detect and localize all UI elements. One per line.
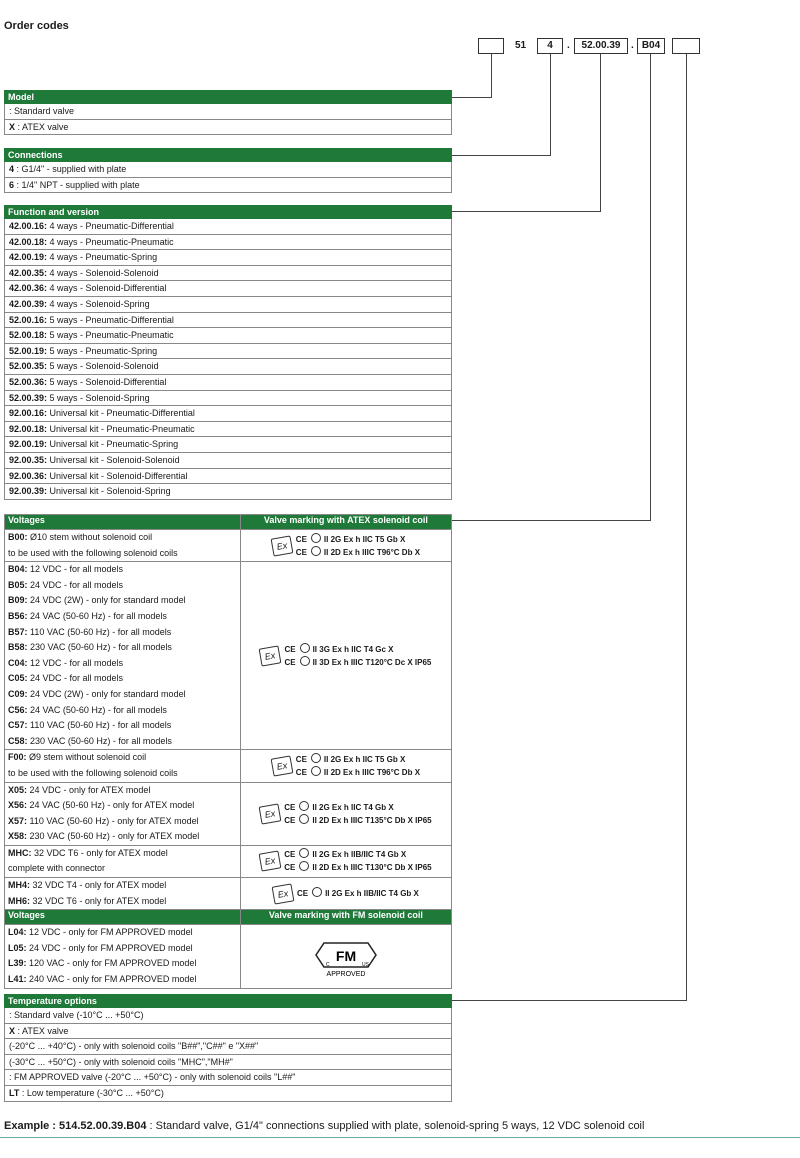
ex-hexagon-icon: Ex <box>259 851 282 872</box>
ex-hexagon-icon: Ex <box>270 755 293 776</box>
code-fixed-prefix: 51 <box>515 40 527 51</box>
ce-mark-icon: CE <box>284 863 296 873</box>
voltage-group <box>5 530 452 562</box>
temperature-section <box>4 994 452 1102</box>
function-row: 42.00.18: 4 ways - Pneumatic-Pneumatic <box>4 235 452 251</box>
ce-mark-icon: CE <box>284 644 296 654</box>
voltage-row: C57: 110 VAC (50-60 Hz) - for all models <box>8 720 172 731</box>
atex-marking: Ex CE II 2G Ex h IIC T5 Gb X CE II 2D Ex h IIIC T96°C Db X <box>244 753 448 779</box>
footer-divider <box>0 1137 800 1138</box>
order-code-row <box>0 38 800 54</box>
voltage-row: C58: 230 VAC (50-60 Hz) - for all models <box>8 735 172 746</box>
ex-circle-icon <box>300 656 310 666</box>
atex-marking-header: Valve marking with ATEX solenoid coil <box>240 515 451 530</box>
ce-mark-icon: CE <box>295 547 307 557</box>
code-box-temperature <box>672 38 700 54</box>
voltage-group <box>5 782 452 845</box>
temperature-row: LT : Low temperature (-30°C ... +50°C) <box>4 1086 452 1102</box>
atex-marking: Ex CE II 2G Ex h IIC T4 Gb X CE II 2D Ex h IIIC T135°C Db X IP65 <box>244 801 448 827</box>
voltages-header: Voltages <box>5 515 241 530</box>
voltage-row: MHC: 32 VDC T6 - only for ATEX model <box>8 847 168 858</box>
voltage-row: B04: 12 VDC - for all models <box>8 564 124 575</box>
voltage-row: L04: 12 VDC - only for FM APPROVED model <box>8 927 193 938</box>
ex-circle-icon <box>299 848 309 858</box>
function-row: 42.00.36: 4 ways - Solenoid-Differential <box>4 281 452 297</box>
voltage-row: MH4: 32 VDC T4 - only for ATEX model <box>8 880 167 891</box>
model-row: X : ATEX valve <box>4 120 452 136</box>
model-section <box>4 90 452 135</box>
connector-line <box>491 54 492 97</box>
voltage-row: to be used with the following solenoid coils <box>8 547 178 558</box>
temperature-row: X : ATEX valve <box>4 1024 452 1040</box>
voltage-row: B09: 24 VDC (2W) - only for standard model <box>8 595 186 606</box>
voltage-row: C56: 24 VAC (50-60 Hz) - for all models <box>8 704 167 715</box>
example-line <box>4 1120 644 1132</box>
ex-circle-icon <box>311 753 321 763</box>
voltage-row: B56: 24 VAC (50-60 Hz) - for all models <box>8 610 167 621</box>
voltage-row: L41: 240 VAC - only for FM APPROVED model <box>8 974 197 985</box>
voltage-row: L39: 120 VAC - only for FM APPROVED model <box>8 958 197 969</box>
ce-mark-icon: CE <box>296 889 309 899</box>
ex-hexagon-icon: Ex <box>270 535 293 556</box>
fm-marking-header: Valve marking with FM solenoid coil <box>240 910 451 925</box>
voltage-row: X58: 230 VAC (50-60 Hz) - only for ATEX model <box>8 831 200 842</box>
voltage-row: F00: Ø9 stem without solenoid coil <box>8 752 147 763</box>
connector-line <box>452 97 492 98</box>
voltages-table <box>4 514 452 989</box>
function-section <box>4 205 452 500</box>
function-row: 92.00.36: Universal kit - Solenoid-Differential <box>4 469 452 485</box>
svg-text:US: US <box>361 962 369 969</box>
fm-voltages-header: Voltages <box>5 910 241 925</box>
function-row: 92.00.16: Universal kit - Pneumatic-Differential <box>4 406 452 422</box>
function-row: 52.00.18: 5 ways - Pneumatic-Pneumatic <box>4 328 452 344</box>
voltage-group <box>5 878 452 910</box>
voltage-row: MH6: 32 VDC T6 - only for ATEX model <box>8 895 167 906</box>
ex-circle-icon <box>299 861 309 871</box>
svg-text:APPROVED: APPROVED <box>326 971 366 979</box>
ex-circle-icon <box>300 643 310 653</box>
function-row: 92.00.39: Universal kit - Solenoid-Spring <box>4 484 452 500</box>
voltage-row: X56: 24 VAC (50-60 Hz) - only for ATEX model <box>8 800 195 811</box>
fm-voltage-list <box>5 925 241 988</box>
temperature-header: Temperature options <box>4 994 452 1008</box>
voltage-row: X57: 110 VAC (50-60 Hz) - only for ATEX model <box>8 815 199 826</box>
voltage-list <box>5 530 241 562</box>
atex-marking: Ex CE II 2G Ex h IIB/IIC T4 Gb X <box>244 885 448 903</box>
ex-hexagon-icon: Ex <box>259 645 282 666</box>
svg-text:C: C <box>325 962 330 969</box>
ex-circle-icon <box>312 887 322 897</box>
example-text: : Standard valve, G1/4" connections supplied with plate, solenoid-spring 5 ways, 12 VDC solenoid coil <box>146 1120 645 1132</box>
atex-marking: Ex CE II 2G Ex h IIB/IIC T4 Gb X CE II 2D Ex h IIIC T130°C Db X IP65 <box>244 848 448 874</box>
function-header: Function and version <box>4 205 452 219</box>
connector-line <box>452 520 651 521</box>
voltage-list <box>5 845 241 877</box>
function-row: 92.00.18: Universal kit - Pneumatic-Pneumatic <box>4 422 452 438</box>
voltage-row: to be used with the following solenoid coils <box>8 767 178 778</box>
voltage-row: B00: Ø10 stem without solenoid coil <box>8 532 153 542</box>
code-separator: . <box>567 40 570 51</box>
page-title: Order codes <box>4 20 69 32</box>
temperature-row: : FM APPROVED valve (-20°C ... +50°C) - only with solenoid coils "L##" <box>4 1070 452 1086</box>
ex-circle-icon <box>299 814 309 824</box>
function-row: 42.00.16: 4 ways - Pneumatic-Differential <box>4 219 452 235</box>
voltage-list <box>5 562 241 750</box>
temperature-row: : Standard valve (-10°C ... +50°C) <box>4 1008 452 1024</box>
voltage-row: X05: 24 VDC - only for ATEX model <box>8 784 151 795</box>
ex-circle-icon <box>311 533 321 543</box>
connections-row: 4 : G1/4" - supplied with plate <box>4 162 452 178</box>
model-row: : Standard valve <box>4 104 452 120</box>
voltage-list <box>5 782 241 845</box>
connector-line <box>686 54 687 1001</box>
function-row: 92.00.19: Universal kit - Pneumatic-Spring <box>4 437 452 453</box>
ex-circle-icon <box>311 766 321 776</box>
connections-row: 6 : 1/4" NPT - supplied with plate <box>4 178 452 194</box>
code-box-function: 52.00.39 <box>574 38 628 54</box>
example-label: Example : 514.52.00.39.B04 <box>4 1120 147 1132</box>
ce-mark-icon: CE <box>284 657 296 667</box>
function-row: 42.00.35: 4 ways - Solenoid-Solenoid <box>4 266 452 282</box>
function-row: 42.00.39: 4 ways - Solenoid-Spring <box>4 297 452 313</box>
ce-mark-icon: CE <box>295 754 307 764</box>
voltage-group <box>5 845 452 877</box>
connections-section <box>4 148 452 193</box>
fm-approved-logo <box>244 929 448 983</box>
atex-marking: Ex CE II 2G Ex h IIC T5 Gb X CE II 2D Ex h IIIC T96°C Db X <box>244 533 448 559</box>
function-row: 52.00.19: 5 ways - Pneumatic-Spring <box>4 344 452 360</box>
function-row: 52.00.36: 5 ways - Solenoid-Differential <box>4 375 452 391</box>
function-row: 52.00.35: 5 ways - Solenoid-Solenoid <box>4 359 452 375</box>
ce-mark-icon: CE <box>284 802 296 812</box>
voltage-list <box>5 878 241 910</box>
code-box-connection: 4 <box>537 38 563 54</box>
function-row: 42.00.19: 4 ways - Pneumatic-Spring <box>4 250 452 266</box>
ce-mark-icon: CE <box>295 767 307 777</box>
voltage-group <box>5 750 452 782</box>
voltage-row: B05: 24 VDC - for all models <box>8 579 124 590</box>
connector-line <box>600 54 601 212</box>
temperature-row: (-20°C ... +40°C) - only with solenoid coils "B##","C##" e "X##" <box>4 1039 452 1055</box>
voltage-row: complete with connector <box>8 863 106 874</box>
ex-hexagon-icon: Ex <box>272 883 295 904</box>
voltage-row: C04: 12 VDC - for all models <box>8 657 124 668</box>
code-box-model <box>478 38 504 54</box>
connections-header: Connections <box>4 148 452 162</box>
connector-line <box>452 211 601 212</box>
temperature-row: (-30°C ... +50°C) - only with solenoid coils "MHC","MH#" <box>4 1055 452 1071</box>
ce-mark-icon: CE <box>284 850 296 860</box>
function-row: 52.00.39: 5 ways - Solenoid-Spring <box>4 391 452 407</box>
voltage-row: L05: 24 VDC - only for FM APPROVED model <box>8 942 193 953</box>
connector-line <box>452 1000 687 1001</box>
code-separator: . <box>631 40 634 51</box>
voltage-group <box>5 562 452 750</box>
connector-line <box>650 54 651 520</box>
svg-text:FM: FM <box>335 948 357 965</box>
function-row: 52.00.16: 5 ways - Pneumatic-Differential <box>4 313 452 329</box>
function-row: 92.00.35: Universal kit - Solenoid-Solenoid <box>4 453 452 469</box>
voltage-row: B58: 230 VAC (50-60 Hz) - for all models <box>8 642 172 653</box>
connector-line <box>550 54 551 155</box>
ce-mark-icon: CE <box>284 815 296 825</box>
ex-hexagon-icon: Ex <box>259 803 282 824</box>
voltage-row: B57: 110 VAC (50-60 Hz) - for all models <box>8 626 172 637</box>
model-header: Model <box>4 90 452 104</box>
connector-line <box>452 155 551 156</box>
ce-mark-icon: CE <box>295 534 307 544</box>
voltage-row: C09: 24 VDC (2W) - only for standard model <box>8 688 186 699</box>
atex-marking: Ex CE II 3G Ex h IIC T4 Gc X CE II 3D Ex h IIIC T120°C Dc X IP65 <box>244 643 448 669</box>
ex-circle-icon <box>311 546 321 556</box>
voltage-list <box>5 750 241 782</box>
ex-circle-icon <box>299 801 309 811</box>
code-box-voltage: B04 <box>637 38 665 54</box>
voltage-row: C05: 24 VDC - for all models <box>8 673 124 684</box>
